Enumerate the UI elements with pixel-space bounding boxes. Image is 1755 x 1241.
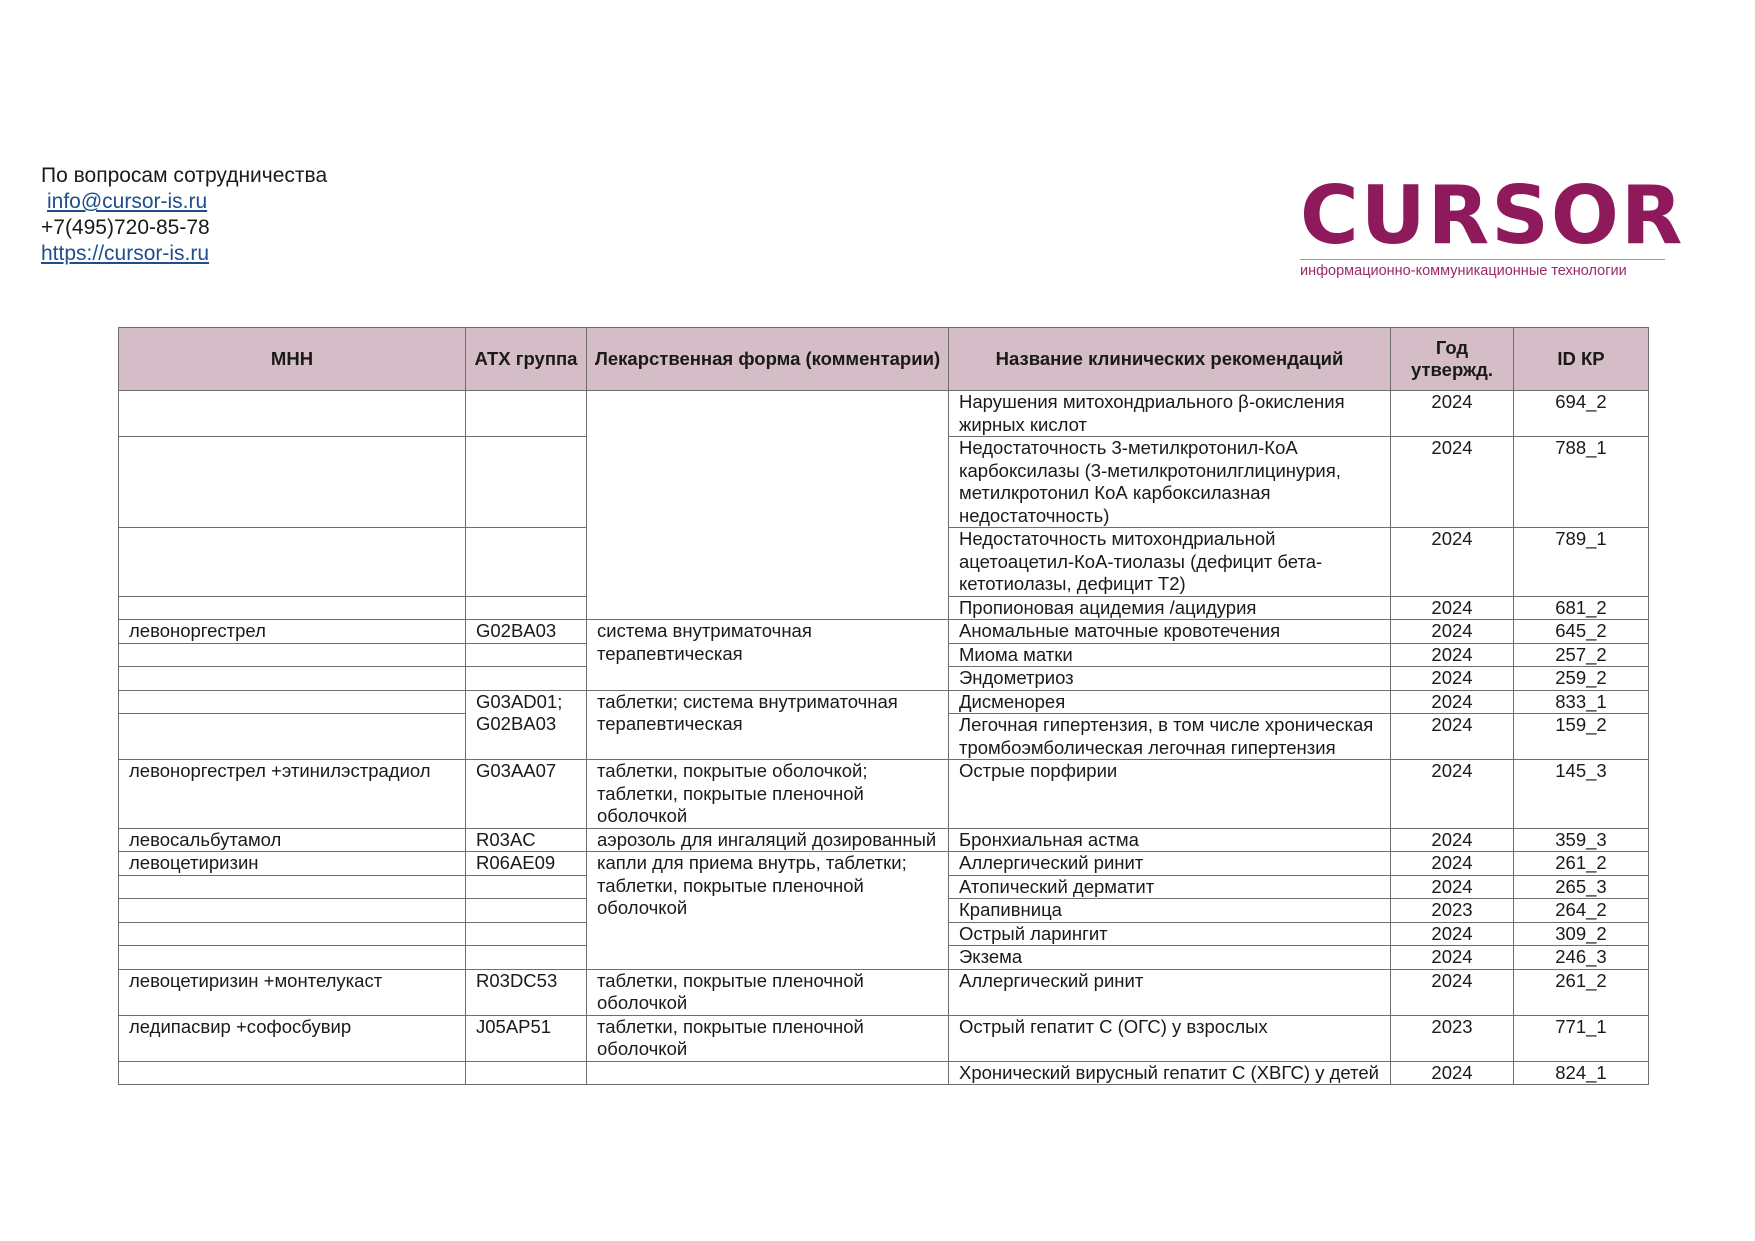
logo-wordmark: CURSOR [1300,169,1685,262]
cell-id: 694_2 [1514,391,1649,437]
cell-atc: R03DC53 [466,969,587,1015]
header-mnn: МНН [119,328,466,391]
cell-name: Острый ларингит [949,922,1391,946]
cell-year: 2023 [1391,899,1514,923]
phone-number: +7(495)720-85-78 [41,216,210,239]
cell-year: 2024 [1391,620,1514,644]
cell-atc: J05AP51 [466,1015,587,1061]
cell-form [587,391,949,620]
cell-mnn: левоцетиризин [119,852,466,876]
cell-year: 2024 [1391,760,1514,829]
table-row [119,391,1649,437]
cell-mnn [119,899,466,923]
cell-name: Дисменорея [949,690,1391,714]
cell-form: таблетки, покрытые пленочной оболочкой [587,1015,949,1061]
cell-mnn [119,690,466,714]
cell-atc: R06AE09 [466,852,587,876]
cell-name: Аллергический ринит [949,969,1391,1015]
cell-year: 2024 [1391,690,1514,714]
cell-id: 309_2 [1514,922,1649,946]
header-year: Год утвержд. [1391,328,1514,391]
cell-id: 159_2 [1514,714,1649,760]
cell-atc [466,899,587,923]
cell-mnn [119,946,466,970]
cell-mnn: ледипасвир +софосбувир [119,1015,466,1061]
cell-id: 261_2 [1514,852,1649,876]
cell-name: Нарушения митохондриального β-окисления жирных кислот [949,391,1391,437]
cell-atc: R03AC [466,828,587,852]
cell-id: 359_3 [1514,828,1649,852]
cell-id: 788_1 [1514,437,1649,528]
cell-id: 257_2 [1514,643,1649,667]
cell-atc [466,667,587,691]
cell-atc [466,643,587,667]
contact-heading: По вопросам сотрудничества [41,164,328,187]
cell-id: 789_1 [1514,528,1649,597]
cell-name: Миома матки [949,643,1391,667]
cell-mnn [119,922,466,946]
cell-form: таблетки; система внутриматочная терапевтическая [587,690,949,760]
cell-name: Эндометриоз [949,667,1391,691]
cell-name: Аномальные маточные кровотечения [949,620,1391,644]
cell-year: 2024 [1391,969,1514,1015]
cell-id: 265_3 [1514,875,1649,899]
logo-tagline: информационно-коммуникационные технологии [1300,259,1665,279]
cell-id: 145_3 [1514,760,1649,829]
cell-name: Недостаточность 3-метилкротонил-КоА карбоксилазы (3-метилкротонилглицинурия, метилкротонил КоА карбоксилазная недостаточность) [949,437,1391,528]
cell-atc [466,875,587,899]
cursor-logo [1300,169,1685,285]
cell-mnn [119,714,466,760]
cell-form: капли для приема внутрь, таблетки; таблетки, покрытые пленочной оболочкой [587,852,949,970]
table-header-row [119,328,1649,391]
cell-mnn [119,643,466,667]
cell-year: 2024 [1391,922,1514,946]
cell-atc: G03AA07 [466,760,587,829]
cell-name: Хронический вирусный гепатит С (ХВГС) у детей [949,1061,1391,1085]
cell-year: 2024 [1391,1061,1514,1085]
table-row [119,760,1649,829]
table-row [119,969,1649,1015]
cell-mnn: левоноргестрел +этинилэстрадиол [119,760,466,829]
cell-year: 2024 [1391,714,1514,760]
cell-id: 645_2 [1514,620,1649,644]
cell-name: Острые порфирии [949,760,1391,829]
cell-year: 2023 [1391,1015,1514,1061]
cell-mnn: левосальбутамол [119,828,466,852]
cell-form: таблетки, покрытые пленочной оболочкой [587,969,949,1015]
header-id: ID КР [1514,328,1649,391]
table-row [119,1015,1649,1061]
cell-name: Недостаточность митохондриальной ацетоацетил-КоА-тиолазы (дефицит бета-кетотиолазы, дефицит Т2) [949,528,1391,597]
cell-atc [466,922,587,946]
cell-atc [466,391,587,437]
cell-year: 2024 [1391,643,1514,667]
cell-name: Легочная гипертензия, в том числе хроническая тромбоэмболическая легочная гипертензия [949,714,1391,760]
cell-name: Бронхиальная астма [949,828,1391,852]
cell-id: 246_3 [1514,946,1649,970]
table-row [119,1061,1649,1085]
table-row [119,620,1649,644]
header-name: Название клинических рекомендаций [949,328,1391,391]
cell-id: 259_2 [1514,667,1649,691]
cell-mnn [119,437,466,528]
cell-id: 771_1 [1514,1015,1649,1061]
cell-atc [466,946,587,970]
cell-mnn [119,528,466,597]
cell-id: 833_1 [1514,690,1649,714]
cell-atc: G02BA03 [466,620,587,644]
cell-mnn [119,667,466,691]
email-link[interactable]: info@cursor-is.ru [47,190,208,213]
cell-mnn [119,875,466,899]
cell-mnn: левоцетиризин +монтелукаст [119,969,466,1015]
table-row [119,690,1649,714]
cell-name: Пропионовая ацидемия /ацидурия [949,596,1391,620]
table-row [119,828,1649,852]
cell-year: 2024 [1391,391,1514,437]
cell-form: система внутриматочная терапевтическая [587,620,949,691]
cell-year: 2024 [1391,852,1514,876]
cell-mnn [119,1061,466,1085]
cell-form: аэрозоль для ингаляций дозированный [587,828,949,852]
cell-year: 2024 [1391,528,1514,597]
cell-name: Аллергический ринит [949,852,1391,876]
cell-name: Атопический дерматит [949,875,1391,899]
website-link[interactable]: https://cursor-is.ru [41,242,210,265]
cell-year: 2024 [1391,828,1514,852]
cell-year: 2024 [1391,437,1514,528]
cell-form: таблетки, покрытые оболочкой; таблетки, покрытые пленочной оболочкой [587,760,949,829]
cell-atc [466,437,587,528]
cell-mnn [119,596,466,620]
contact-block [41,163,327,267]
cell-id: 681_2 [1514,596,1649,620]
header-atc: АТХ группа [466,328,587,391]
cell-id: 824_1 [1514,1061,1649,1085]
cell-id: 261_2 [1514,969,1649,1015]
cell-name: Крапивница [949,899,1391,923]
cell-atc [466,596,587,620]
cell-atc [466,528,587,597]
cell-name: Острый гепатит С (ОГС) у взрослых [949,1015,1391,1061]
cell-atc [466,1061,587,1085]
cell-year: 2024 [1391,596,1514,620]
clinical-guidelines-table [118,327,1649,1085]
cell-mnn [119,391,466,437]
cell-year: 2024 [1391,875,1514,899]
table-row [119,852,1649,876]
cell-form [587,1061,949,1085]
cell-year: 2024 [1391,667,1514,691]
cell-mnn: левоноргестрел [119,620,466,644]
header-form: Лекарственная форма (комментарии) [587,328,949,391]
cell-id: 264_2 [1514,899,1649,923]
cell-year: 2024 [1391,946,1514,970]
cell-name: Экзема [949,946,1391,970]
cell-atc: G03AD01; G02BA03 [466,690,587,760]
